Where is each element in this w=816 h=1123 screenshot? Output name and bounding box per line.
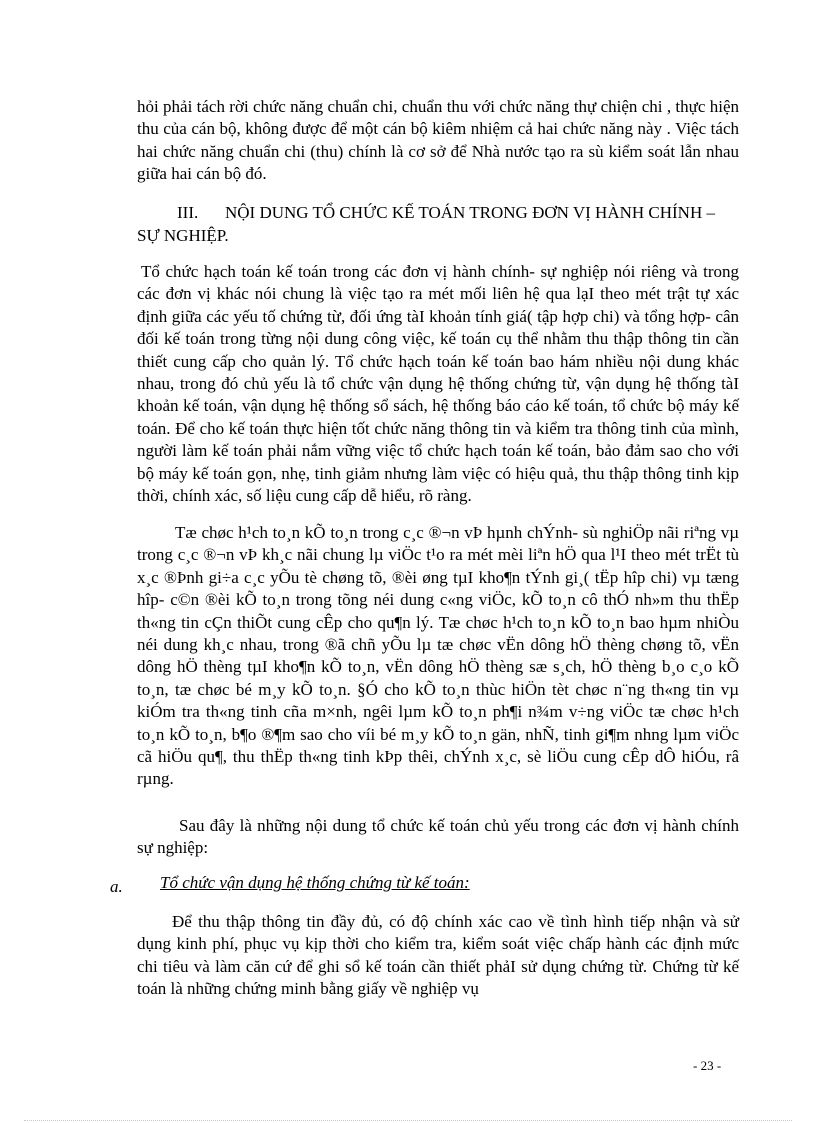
paragraph-2: Tổ chức hạch toán kế toán trong các đơn vị hành chính- sự nghiệp nói riêng và trong các đơn vị khác nói chung là việc tạo ra mét mối liên hệ qua lạI theo mét trật tự xác định giữa các yếu tố chứng từ, đối ứng tàI khoản tính giá( tập hợp chi) và tổng hợp- cân đối kế toán trong từng nội dung công việc, kế toán cụ thể nhằm thu thập thông tin cần thiết cung cấp cho quản lý. Tổ chức hạch toán kế toán bao hám nhiều nội dung khác nhau, trong đó chủ yếu là tổ chức vận dụng hệ thống chứng từ, vận dụng hệ thống tàI khoản kế toán, vận dụng hệ thống sổ sách, hệ thống báo cáo kế toán, tổ chức bộ máy kế toán. Để cho kế toán thực hiện tốt chức năng thông tin và kiểm tra thông tinh của mình, người làm kế toán phải nắm vững việc tổ chức hạch toán kế toán, bảo đảm sao cho với bộ máy kế toán gọn, nhẹ, tinh giảm nhưng làm việc có hiệu quả, thu thập thông tinh kịp thời, chính xác, số liệu cung cấp dễ hiểu, rõ ràng. bbox=[137, 262, 739, 506]
section-number: III. bbox=[177, 203, 199, 222]
item-a-letter: a. bbox=[110, 877, 123, 896]
paragraph-3: Tæ chøc h¹ch to¸n kÕ to¸n trong c¸c ®¬n vÞ hµnh chÝnh- sù nghiÖp nãi riªng vµ trong c¸c ®¬n vÞ kh¸c nãi chung lµ viÖc t¹o ra mét mèi liªn hÖ qua l¹I theo mét trËt tù x¸c ®Þnh gi÷a c¸c yÕu tè chøng tõ, ®èi øng tµI kho¶n tÝnh gi¸( tËp hîp chi) vµ tæng hîp- c©n ®èi kÕ to¸n trong tõng néi dung c«ng viÖc, kÕ to¸n cô thÓ nh»m thu thËp th«ng tin cÇn thiÕt cung cÊp cho qu¶n lý. Tæ chøc h¹ch to¸n kÕ to¸n bao hµm nhiÒu néi dung kh¸c nhau, trong ®ã chñ yÕu lµ tæ chøc vËn dông hÖ thèng chøng tõ, vËn dông hÖ thèng tµI kho¶n kÕ to¸n, vËn dông hÖ thèng sæ s¸ch, hÖ thèng b¸o c¸o kÕ to¸n, tæ chøc bé m¸y kÕ to¸n. §Ó cho kÕ to¸n thùc hiÖn tèt chøc n¨ng th«ng tin vµ kiÓm tra th«ng tinh cña m×nh, ngêi lµm kÕ to¸n ph¶i n¾m v÷ng viÖc tæ chøc h¹ch to¸n kÕ to¸n, b¶o ®¶m sao cho víi bé m¸y kÕ to¸n gän, nhÑ, tinh gi¶m nhng lµm viÖc cã hiÖu qu¶, thu thËp th«ng tinh kÞp thêi, chÝnh x¸c, sè liÖu cung cÊp dÔ hiÓu, râ rµng. bbox=[137, 523, 739, 789]
section-heading bbox=[137, 201, 739, 247]
section-title: NỘI DUNG TỔ CHỨC KẾ TOÁN TRONG ĐƠN VỊ HÀNH CHÍNH – SỰ NGHIỆP. bbox=[137, 203, 715, 245]
item-a-title: Tổ chức vận dụng hệ thống chứng từ kế toán: bbox=[160, 873, 470, 892]
paragraph-4: Sau đây là những nội dung tổ chức kế toán chủ yếu trong các đơn vị hành chính sự nghiệp: bbox=[137, 816, 739, 858]
page-number: - 23 - bbox=[693, 1058, 722, 1073]
footer-divider bbox=[24, 1120, 792, 1121]
paragraph-1: hỏi phải tách rời chức năng chuẩn chi, chuẩn thu với chức năng thự chiện chi , thực hiện thu của cán bộ, không được để một cán bộ kiêm nhiệm cả hai chức năng này . Việc tách hai chức năng chuẩn chi (thu) chính là cơ sở để Nhà nước tạo ra sù kiểm soát lẫn nhau giữa hai cán bộ đó. bbox=[137, 97, 739, 184]
paragraph-5: Để thu thập thông tin đầy đủ, có độ chính xác cao về tình hình tiếp nhận và sử dụng kinh phí, phục vụ kịp thời cho kiểm tra, kiểm soát việc chấp hành các định mức chi tiêu và làm căn cứ để ghi sổ kế toán cần thiết phảI sử dụng chứng từ. Chứng từ kế toán là những chứng minh bằng giấy về nghiệp vụ bbox=[137, 912, 739, 999]
